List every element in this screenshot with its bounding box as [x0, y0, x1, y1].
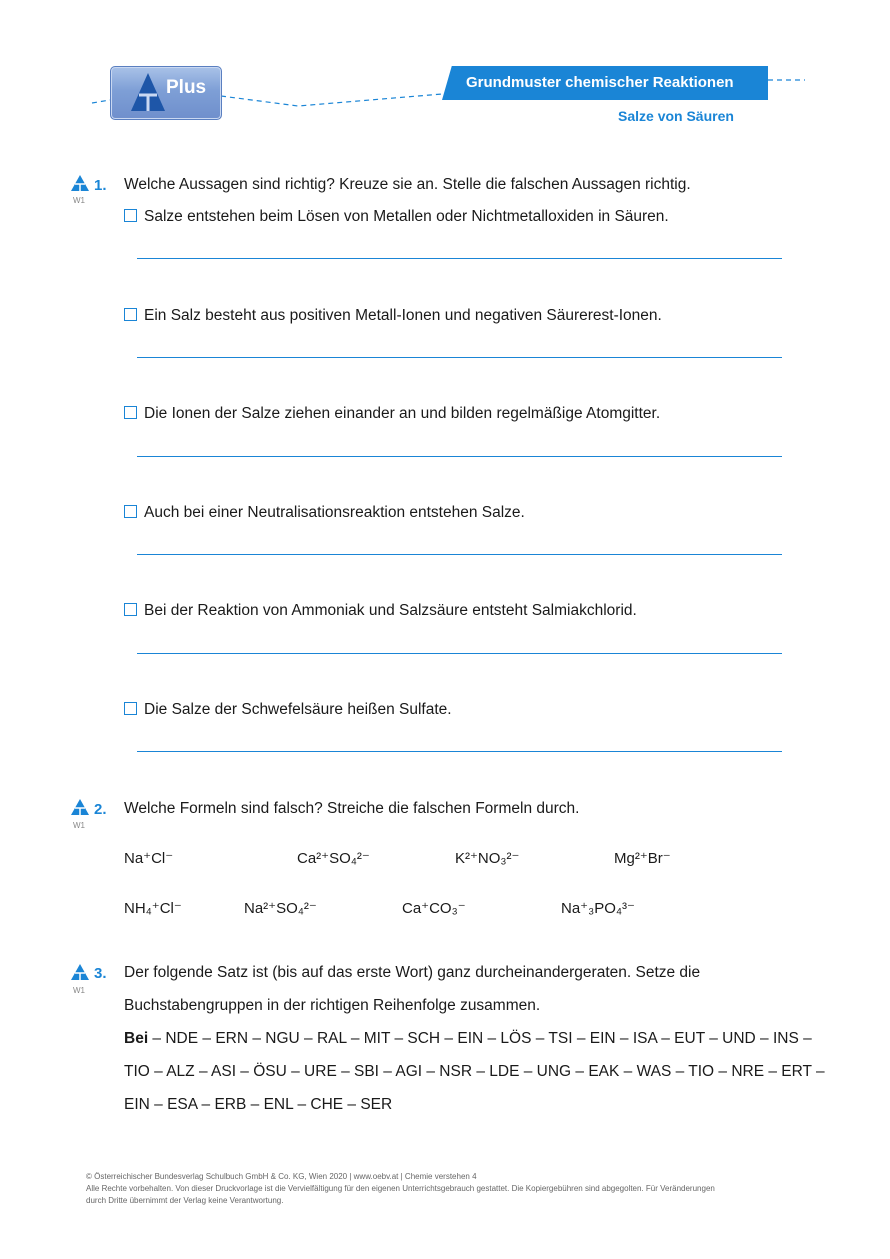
level-code: W1 [73, 821, 85, 830]
formula[interactable]: Ca⁺CO₃⁻ [402, 900, 466, 917]
checkbox[interactable] [124, 406, 137, 419]
answer-line[interactable] [137, 357, 782, 358]
formula[interactable]: Mg²⁺Br⁻ [614, 850, 671, 867]
level-pyramid-icon [70, 963, 90, 981]
formula[interactable]: Na²⁺SO₄²⁻ [244, 900, 317, 917]
checkbox[interactable] [124, 209, 137, 222]
letter-groups-line: EIN – ESA – ERB – ENL – CHE – SER [124, 1096, 393, 1113]
answer-line[interactable] [137, 653, 782, 654]
checkbox[interactable] [124, 308, 137, 321]
statement-item [124, 701, 452, 719]
formula[interactable]: Na⁺Cl⁻ [124, 850, 174, 867]
formula[interactable]: Na⁺₃PO₄³⁻ [561, 900, 635, 917]
statement-text: Ein Salz besteht aus positiven Metall-Ionen und negativen Säurerest-Ionen. [144, 307, 662, 324]
footer-rights: Alle Rechte vorbehalten. Von dieser Druckvorlage ist die Vervielfältigung für den eigenen Unterrichtsgebrauch gestattet. Die Kopiergebühren sind abgegolten. Für Veränderungen [86, 1184, 715, 1193]
page-title: Grundmuster chemischer Reaktionen [466, 74, 734, 91]
statement-item [124, 307, 662, 325]
statement-item [124, 504, 525, 522]
task-instruction: Welche Aussagen sind richtig? Kreuze sie an. Stelle die falschen Aussagen richtig. [124, 176, 691, 193]
statement-text: Die Salze der Schwefelsäure heißen Sulfate. [144, 701, 452, 718]
answer-line[interactable] [137, 456, 782, 457]
task-instruction-line: Der folgende Satz ist (bis auf das erste Wort) ganz durcheinandergeraten. Setze die [124, 964, 701, 981]
task-number: 2. [94, 801, 107, 818]
first-word: Bei [124, 1030, 149, 1047]
formula[interactable]: K²⁺NO₃²⁻ [455, 850, 520, 867]
level-code: W1 [73, 196, 85, 205]
statement-item [124, 602, 637, 620]
footer-rights-2: durch Dritte übernimmt der Verlag keine Verantwortung. [86, 1196, 284, 1205]
logo-text: Plus [166, 77, 207, 98]
task-instruction-line: Buchstabengruppen in der richtigen Reihenfolge zusammen. [124, 997, 541, 1014]
page-subtitle: Salze von Säuren [618, 108, 734, 124]
statement-item [124, 405, 660, 423]
task-number: 3. [94, 965, 107, 982]
formula[interactable]: Ca²⁺SO₄²⁻ [297, 850, 370, 867]
statement-text: Bei der Reaktion von Ammoniak und Salzsäure entsteht Salmiakchlorid. [144, 602, 637, 619]
plus-logo [110, 66, 222, 120]
letter-groups: – NDE – ERN – NGU – RAL – MIT – SCH – EIN – LÖS – TSI – EIN – ISA – EUT – UND – INS – [148, 1030, 812, 1047]
letter-groups-line [124, 1030, 812, 1048]
checkbox[interactable] [124, 505, 137, 518]
statement-text: Die Ionen der Salze ziehen einander an und bilden regelmäßige Atomgitter. [144, 405, 661, 422]
level-pyramid-icon [70, 798, 90, 816]
statement-item [124, 208, 669, 226]
level-code: W1 [73, 986, 85, 995]
answer-line[interactable] [137, 751, 782, 752]
statement-text: Auch bei einer Neutralisationsreaktion entstehen Salze. [144, 504, 525, 521]
pyramid-icon [129, 71, 167, 115]
checkbox[interactable] [124, 702, 137, 715]
task-number: 1. [94, 177, 107, 194]
answer-line[interactable] [137, 258, 782, 259]
formula[interactable]: NH₄⁺Cl⁻ [124, 900, 182, 917]
level-pyramid-icon [70, 174, 90, 192]
answer-line[interactable] [137, 554, 782, 555]
letter-groups-line: TIO – ALZ – ASI – ÖSU – URE – SBI – AGI – NSR – LDE – UNG – EAK – WAS – TIO – NRE – ERT – [124, 1063, 825, 1080]
footer-copyright: © Österreichischer Bundesverlag Schulbuch GmbH & Co. KG, Wien 2020 | www.oebv.at | Chemie verstehen 4 [86, 1172, 477, 1181]
checkbox[interactable] [124, 603, 137, 616]
statement-text: Salze entstehen beim Lösen von Metallen oder Nichtmetalloxiden in Säuren. [144, 208, 669, 225]
task-instruction: Welche Formeln sind falsch? Streiche die falschen Formeln durch. [124, 800, 580, 817]
